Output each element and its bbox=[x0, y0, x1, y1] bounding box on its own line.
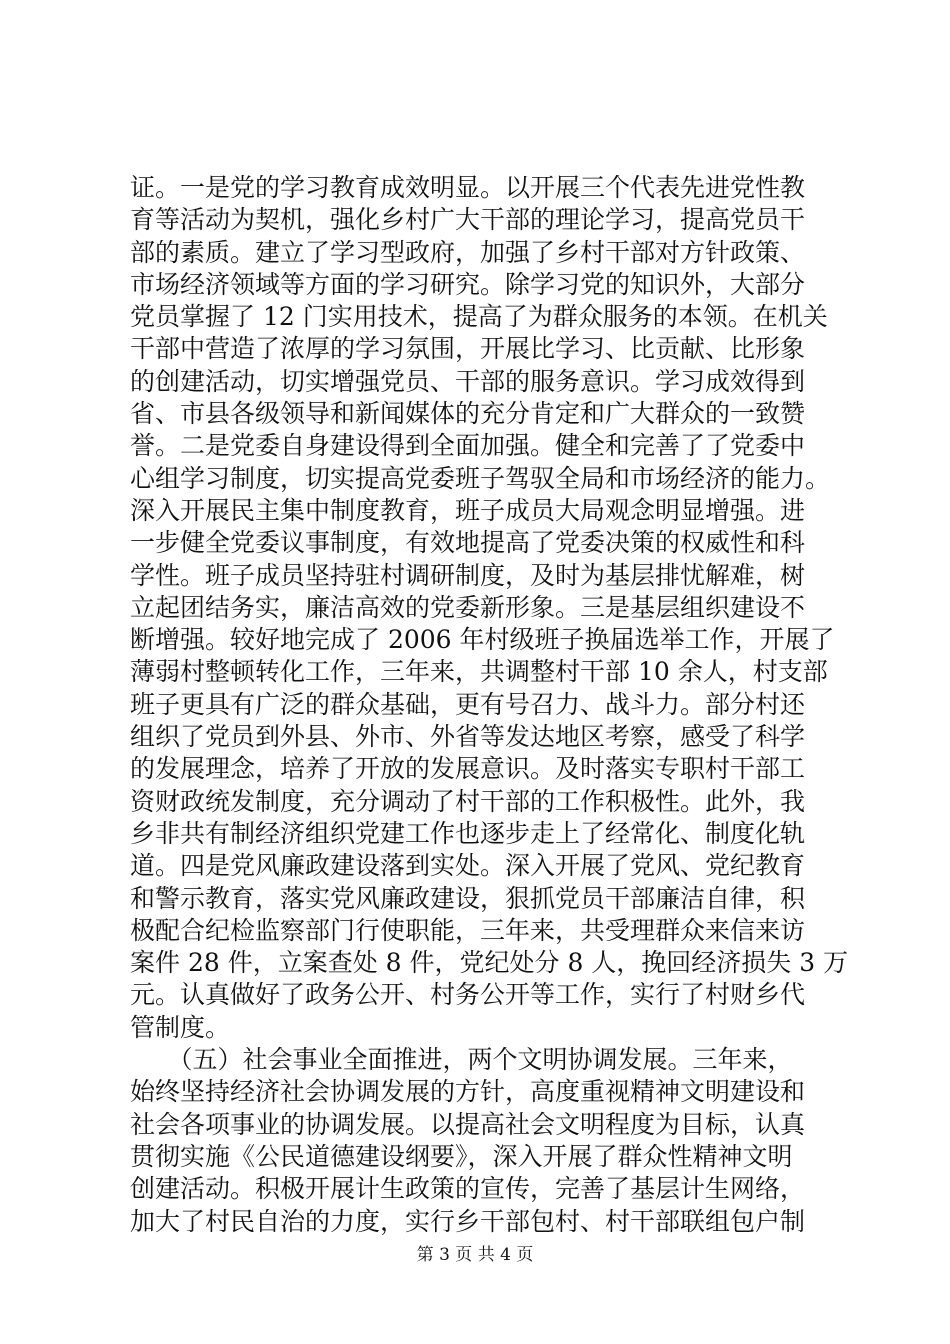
text-line: 誉。二是党委自身建设得到全面加强。健全和完善了了党委中 bbox=[130, 431, 806, 461]
text-line: 极配合纪检监察部门行使职能，三年来，共受理群众来信来访 bbox=[130, 915, 806, 945]
text-line: 组织了党员到外县、外市、外省等发达地区考察，感受了科学 bbox=[130, 722, 806, 752]
text-line: 元。认真做好了政务公开、村务公开等工作，实行了村财乡代 bbox=[130, 980, 806, 1010]
text-line: 薄弱村整顿转化工作，三年来，共调整村干部 10 余人，村支部 bbox=[130, 657, 828, 687]
text-line: 社会各项事业的协调发展。以提高社会文明程度为目标，认真 bbox=[130, 1109, 806, 1139]
body-text bbox=[130, 172, 850, 1238]
text-line: 深入开展民主集中制度教育，班子成员大局观念明显增强。进 bbox=[130, 495, 806, 525]
text-line: 断增强。较好地完成了 2006 年村级班子换届选举工作，开展了 bbox=[130, 625, 835, 655]
text-line: 立起团结务实，廉洁高效的党委新形象。三是基层组织建设不 bbox=[130, 592, 806, 622]
text-line: （五）社会事业全面推进，两个文明协调发展。三年来， bbox=[130, 1045, 793, 1075]
text-line: 一步健全党委议事制度，有效地提高了党委决策的权威性和科 bbox=[130, 528, 806, 558]
text-line: 案件 28 件，立案查处 8 件，党纪处分 8 人，挽回经济损失 3 万 bbox=[130, 948, 849, 978]
page-number-footer: 第 3 页 共 4 页 bbox=[416, 1245, 534, 1265]
text-line: 省、市县各级领导和新闻媒体的充分肯定和广大群众的一致赞 bbox=[130, 399, 806, 429]
text-line: 的创建活动，切实增强党员、干部的服务意识。学习成效得到 bbox=[130, 366, 806, 396]
text-line: 干部中营造了浓厚的学习氛围，开展比学习、比贡献、比形象 bbox=[130, 334, 806, 364]
text-line: 的发展理念，培养了开放的发展意识。及时落实专职村干部工 bbox=[130, 754, 806, 784]
text-line: 管制度。 bbox=[130, 1012, 231, 1042]
text-line: 学性。班子成员坚持驻村调研制度，及时为基层排忧解难，树 bbox=[130, 560, 806, 590]
text-line: 班子更具有广泛的群众基础，更有号召力、战斗力。部分村还 bbox=[130, 689, 806, 719]
text-line: 和警示教育，落实党风廉政建设，狠抓党员干部廉洁自律，积 bbox=[130, 883, 806, 913]
text-line: 贯彻实施《公民道德建设纲要》，深入开展了群众性精神文明 bbox=[130, 1141, 793, 1171]
text-line: 证。一是党的学习教育成效明显。以开展三个代表先进党性教 bbox=[130, 173, 806, 202]
text-line: 部的素质。建立了学习型政府，加强了乡村干部对方针政策、 bbox=[130, 237, 806, 267]
text-line: 育等活动为契机，强化乡村广大干部的理论学习，提高党员干 bbox=[130, 205, 806, 235]
text-line: 道。四是党风廉政建设落到实处。深入开展了党风、党纪教育 bbox=[130, 851, 806, 881]
text-line: 加大了村民自治的力度，实行乡干部包村、村干部联组包户制 bbox=[130, 1206, 806, 1236]
text-line: 资财政统发制度，充分调动了村干部的工作积极性。此外，我 bbox=[130, 786, 806, 816]
text-line: 创建活动。积极开展计生政策的宣传，完善了基层计生网络， bbox=[130, 1174, 806, 1204]
text-line: 心组学习制度，切实提高党委班子驾驭全局和市场经济的能力。 bbox=[130, 463, 831, 493]
text-line: 党员掌握了 12 门实用技术，提高了为群众服务的本领。在机关 bbox=[130, 302, 828, 332]
text-line: 市场经济领域等方面的学习研究。除学习党的知识外，大部分 bbox=[130, 269, 806, 299]
text-line: 始终坚持经济社会协调发展的方针，高度重视精神文明建设和 bbox=[130, 1077, 806, 1107]
text-line: 乡非共有制经济组织党建工作也逐步走上了经常化、制度化轨 bbox=[130, 818, 806, 848]
